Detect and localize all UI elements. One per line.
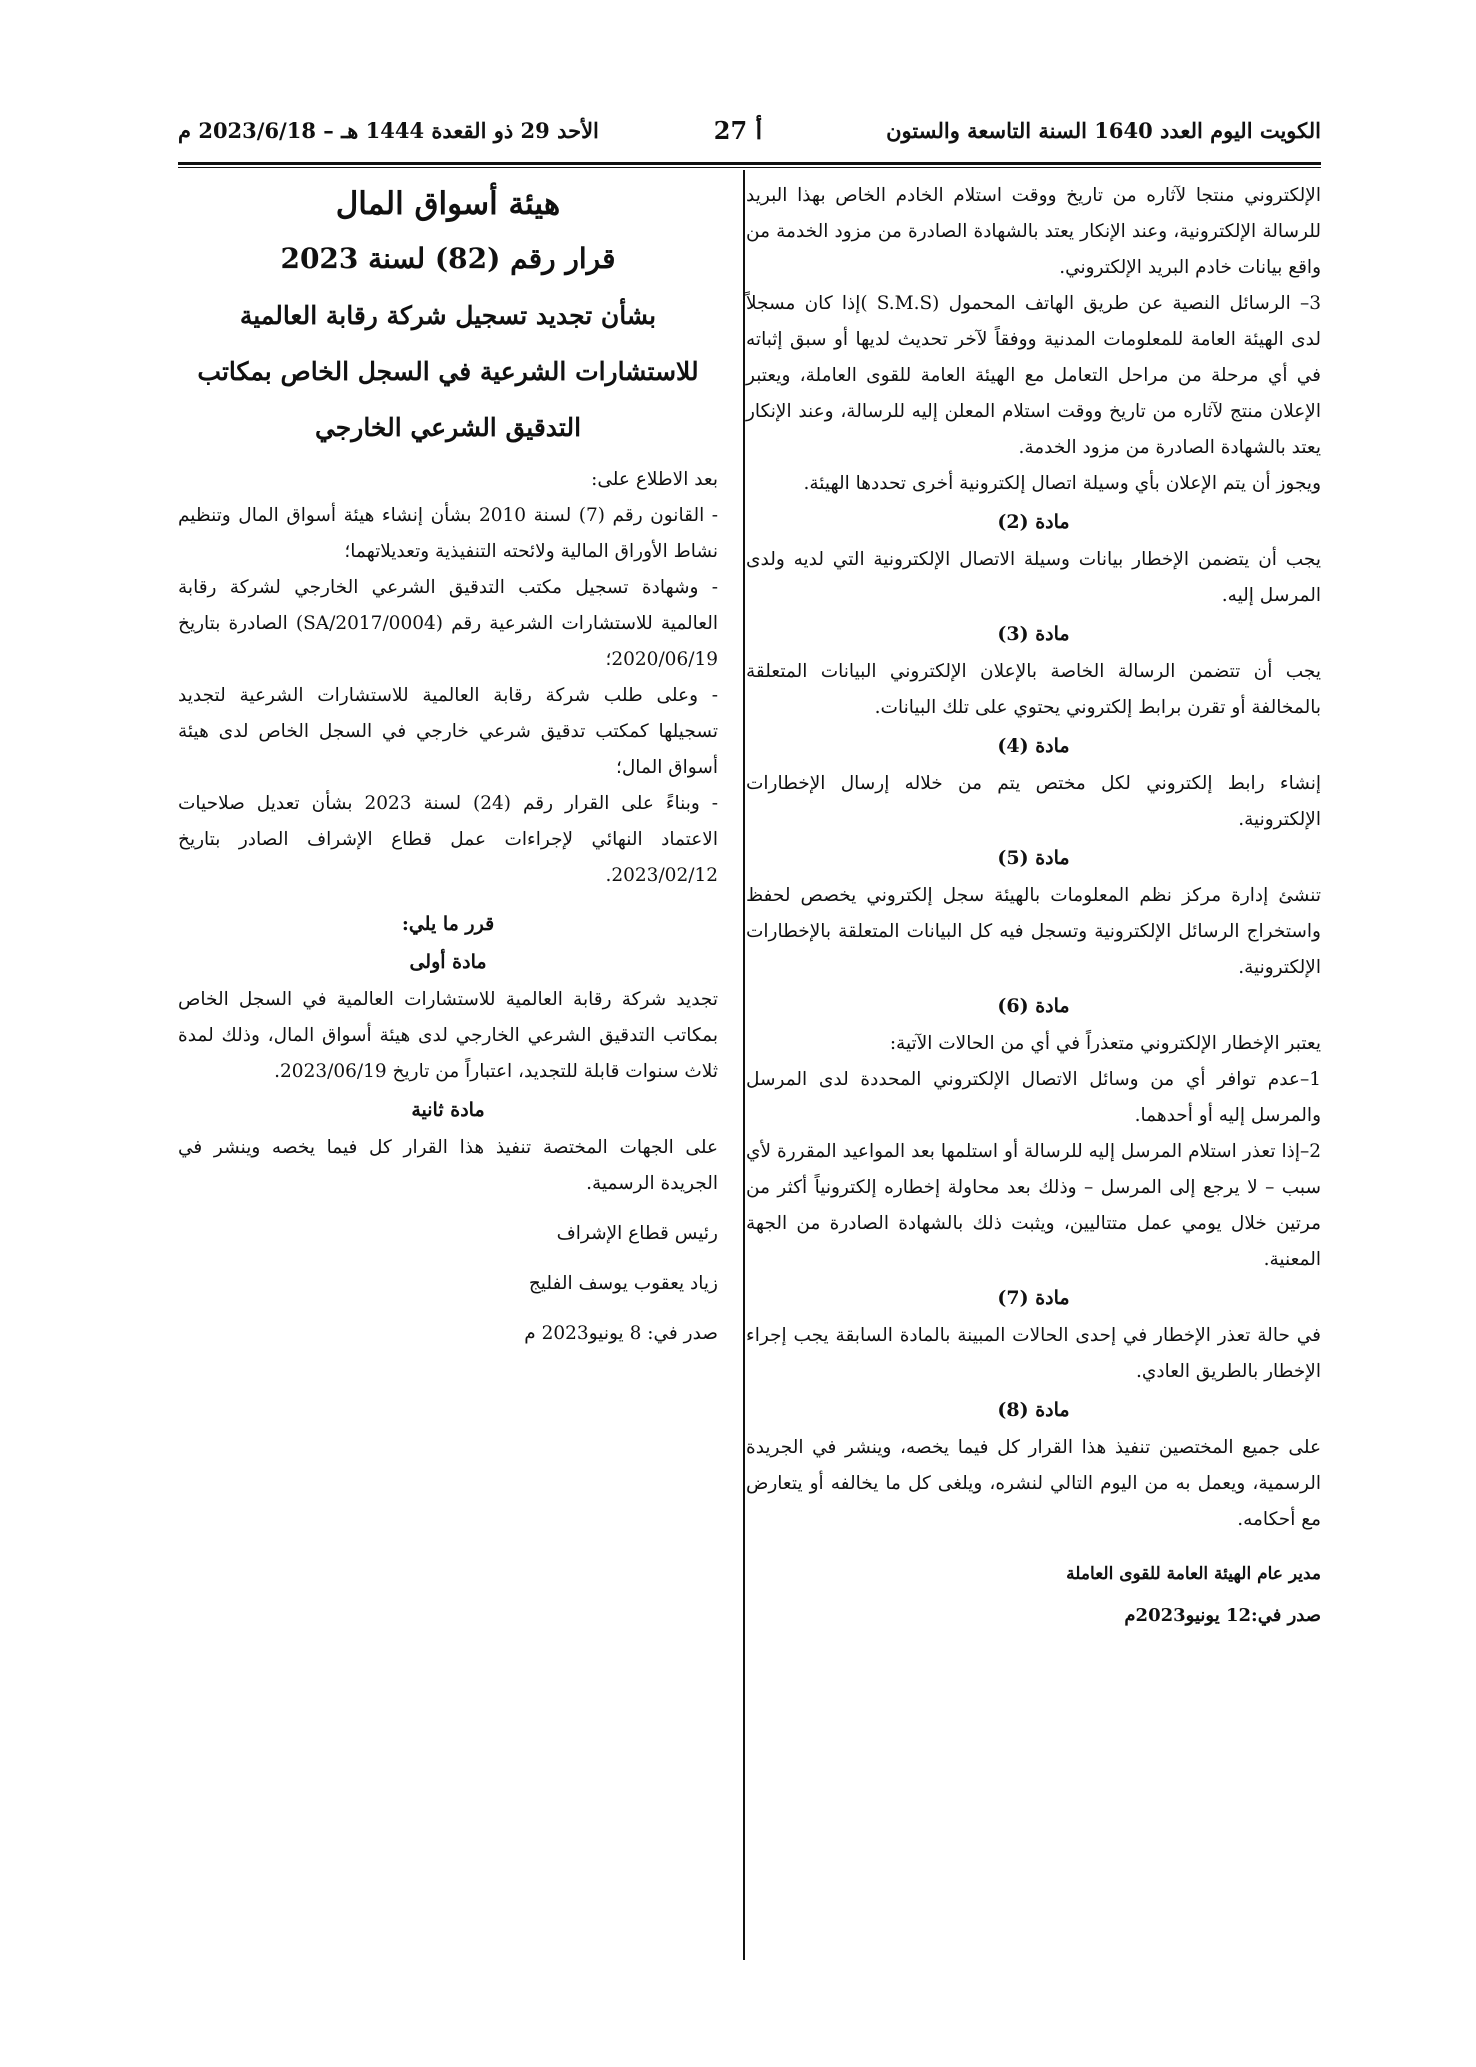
- header-rule: [178, 162, 1321, 165]
- article-title: مادة (2): [997, 511, 1070, 533]
- right-column: [746, 178, 1321, 1634]
- article-text: على الجهات المختصة تنفيذ هذا القرار كل فيما يخصه وينشر في الجريدة الرسمية.: [178, 1137, 718, 1194]
- article-text: يجب أن تتضمن الرسالة الخاصة بالإعلان الإلكتروني البيانات المتعلقة بالمخالفة أو تقرن برابط إلكتروني يحتوي على تلك البيانات.: [746, 661, 1321, 718]
- article-text: على جميع المختصين تنفيذ هذا القرار كل فيما يخصه، وينشر في الجريدة الرسمية، ويعمل به من اليوم التالي لنشره، ويلغى كل ما يخالفه أو يتعارض مع أحكامه.: [746, 1437, 1321, 1530]
- signer-title: رئيس قطاع الإشراف: [556, 1223, 718, 1244]
- issue-date: صدر في:12 يونيو2023م: [1124, 1605, 1321, 1626]
- header-date: الأحد 29 ذو القعدة 1444 هـ – 2023/6/18 م: [178, 118, 599, 143]
- column-divider: [743, 170, 745, 1960]
- article-text: يعتبر الإخطار الإلكتروني متعذراً في أي من الحالات الآتية:: [889, 1033, 1321, 1054]
- consideration-item: - وبناءً على القرار رقم (24) لسنة 2023 بشأن تعديل صلاحيات الاعتماد النهائي لإجراءات عمل قطاع الإشراف الصادر بتاريخ 2023/02/12.: [178, 793, 719, 886]
- intro-paragraph: الإلكتروني منتجا لآثاره من تاريخ ووقت استلام الخادم الخاص بهذا البريد للرسالة الإلكترونية، وعند الإنكار يعتد بالشهادة الصادرة من مزود الخدمة من واقع بيانات خادم البريد الإلكتروني.: [746, 185, 1321, 278]
- article-title: مادة (6): [997, 995, 1070, 1017]
- decision-title: قرار رقم (82) لسنة 2023: [280, 242, 616, 275]
- preamble: بعد الاطلاع على:: [591, 469, 718, 490]
- signature-block: [178, 1216, 718, 1352]
- article-text: في حالة تعذر الإخطار في إحدى الحالات المبينة بالمادة السابقة يجب إجراء الإخطار بالطريق العادي.: [746, 1325, 1321, 1382]
- article-text: 1–عدم توافر أي من وسائل الاتصال الإلكتروني المحددة لدى المرسل والمرسل إليه أو أحدهما.: [746, 1069, 1321, 1126]
- article-text: تنشئ إدارة مركز نظم المعلومات بالهيئة سجل إلكتروني يخصص لحفظ واستخراج الرسائل الإلكترونية وتسجل فيه كل البيانات المتعلقة بالإخطارات الإلكترونية.: [746, 885, 1321, 978]
- article-text: 2–إذا تعذر استلام المرسل إليه للرسالة أو استلمها بعد المواعيد المقررة لأي سبب – لا يرجع إلى المرسل – وذلك بعد محاولة إخطاره إلكترونياً أكثر من مرتين خلال يومي عمل متتاليين، ويثبت ذلك بالشهادة الصادرة من الجهة المعنية.: [746, 1141, 1321, 1270]
- signature-title: مدير عام الهيئة العامة للقوى العاملة: [1066, 1564, 1321, 1584]
- header-page-number: أ 27: [713, 116, 763, 145]
- consideration-item: - القانون رقم (7) لسنة 2010 بشأن إنشاء هيئة أسواق المال وتنظيم نشاط الأوراق المالية ولائحته التنفيذية وتعديلاتهما؛: [178, 505, 719, 562]
- intro-paragraph: 3– الرسائل النصية عن طريق الهاتف المحمول (S.M.S )إذا كان مسجلاً لدى الهيئة العامة للمعلومات المدنية ووفقاً لآخر تحديث لديها أو سبق إثباته في أي مرحلة من مراحل التعامل مع الهيئة العامة للقوى العاملة، ويعتبر الإعلان منتج لآثاره من تاريخ ووقت استلام المعلن إليه للرسالة، وعند الإنكار يعتد بالشهادة الصادرة من مزود الخدمة.: [746, 293, 1321, 458]
- article-text: يجب أن يتضمن الإخطار بيانات وسيلة الاتصال الإلكترونية التي لديه ولدى المرسل إليه.: [746, 549, 1321, 606]
- signer-name: زياد يعقوب يوسف الفليج: [528, 1273, 718, 1294]
- consideration-item: - وعلى طلب شركة رقابة العالمية للاستشارات الشرعية لتجديد تسجيلها كمكتب تدقيق شرعي خارجي في السجل الخاص لدى هيئة أسواق المال؛: [178, 685, 718, 778]
- article-text: تجديد شركة رقابة العالمية للاستشارات العالمية في السجل الخاص بمكاتب التدقيق الشرعي الخارجي لدى هيئة أسواق المال، وذلك لمدة ثلاث سنوات قابلة للتجديد، اعتباراً من تاريخ 2023/06/19.: [178, 989, 718, 1082]
- authority-heading: هيئة أسواق المال: [335, 186, 561, 222]
- article-title: مادة (7): [997, 1287, 1070, 1309]
- article-title: مادة أولى: [409, 951, 487, 973]
- consideration-item: - وشهادة تسجيل مكتب التدقيق الشرعي الخارجي لشركة رقابة العالمية للاستشارات الشرعية رقم (SA/2017/0004) الصادرة بتاريخ 2020/06/19؛: [178, 577, 718, 670]
- article-title: مادة (3): [997, 623, 1070, 645]
- article-text: إنشاء رابط إلكتروني لكل مختص يتم من خلاله إرسال الإخطارات الإلكترونية.: [746, 773, 1321, 830]
- article-title: مادة (4): [997, 735, 1070, 757]
- intro-paragraph: ويجوز أن يتم الإعلان بأي وسيلة اتصال إلكترونية أخرى تحددها الهيئة.: [803, 473, 1321, 494]
- decision-subject: بشأن تجديد تسجيل شركة رقابة العالمية للاستشارات الشرعية في السجل الخاص بمكاتب التدقيق الشرعي الخارجي: [197, 301, 699, 442]
- header-rule-thin: [178, 167, 1321, 168]
- article-title: مادة (5): [997, 847, 1070, 869]
- issue-date: صدر في: 8 يونيو2023 م: [524, 1323, 718, 1344]
- header-issue-info: الكويت اليوم العدد 1640 السنة التاسعة والستون: [886, 118, 1321, 143]
- article-title: مادة (8): [997, 1399, 1070, 1421]
- article-title: مادة ثانية: [411, 1099, 485, 1121]
- left-column: [178, 178, 718, 1352]
- resolved-heading: قرر ما يلي:: [401, 913, 495, 935]
